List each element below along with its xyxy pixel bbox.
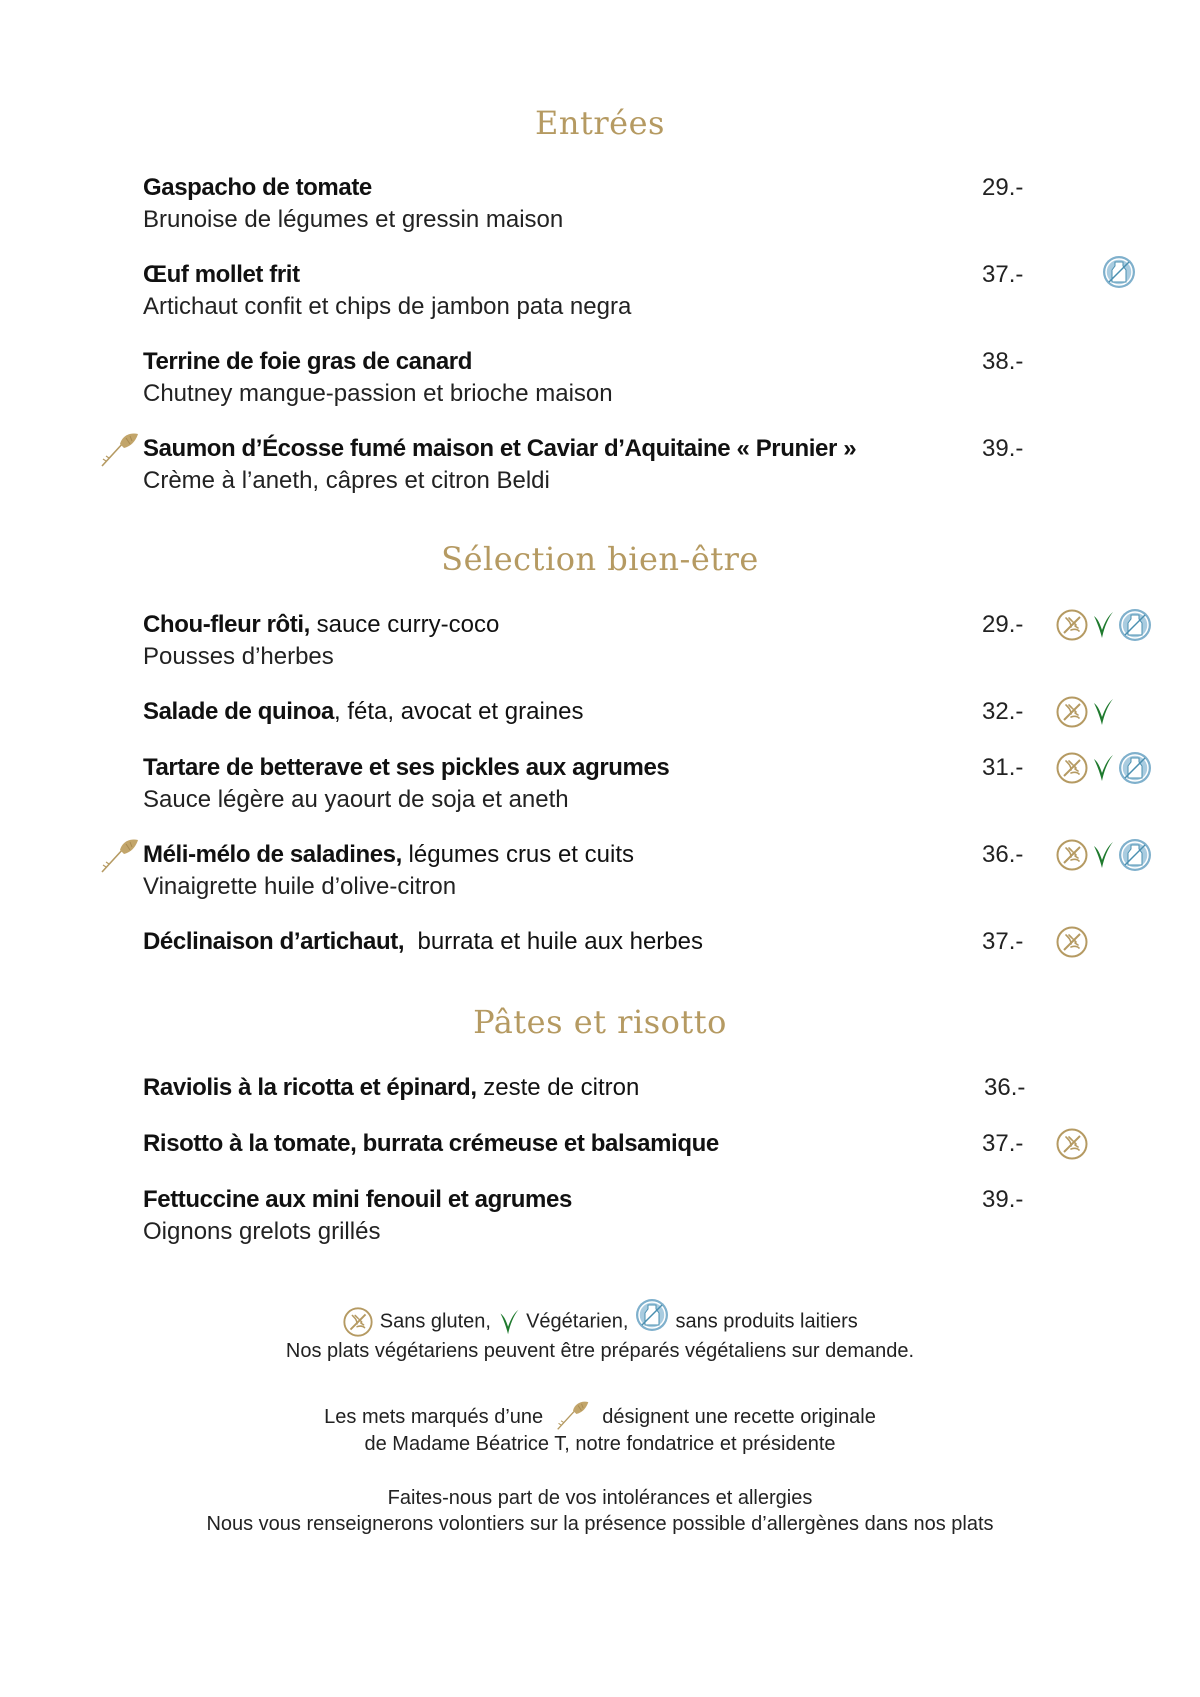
gluten-free-icon	[1055, 838, 1089, 872]
dish-price: 37.-	[982, 928, 1024, 955]
gluten-free-icon	[1055, 751, 1089, 785]
menu-item	[143, 172, 1143, 236]
dish-price: 32.-	[982, 698, 1024, 725]
dish-price: 37.-	[982, 1130, 1024, 1157]
dish-name: Chou-fleur rôti,	[143, 611, 310, 638]
menu-item	[143, 752, 1143, 816]
feather-legend-post: désignent une recette originale	[602, 1406, 876, 1428]
dish-price: 36.-	[984, 1074, 1026, 1101]
dish-price: 37.-	[982, 261, 1024, 288]
legend-vegetarian: Végétarien,	[526, 1310, 629, 1333]
dish-extra: zeste de citron	[476, 1074, 640, 1101]
gluten-free-icon	[342, 1306, 374, 1338]
dish-name: Tartare de betterave et ses pickles aux agrumes	[143, 754, 670, 781]
menu-item	[143, 696, 1143, 728]
dairy-free-icon	[1117, 837, 1153, 873]
dish-extra: , féta, avocat et graines	[333, 698, 584, 725]
dish-price: 39.-	[982, 435, 1024, 462]
badges	[1055, 838, 1153, 872]
badges	[1055, 925, 1089, 959]
vegetarian-icon	[497, 1306, 521, 1338]
dairy-free-icon	[1101, 254, 1137, 290]
legend-dairy-free: sans produits laitiers	[675, 1310, 858, 1333]
allergy-line-1: Faites-nous part de vos intolérances et allergies	[387, 1487, 813, 1509]
allergy-line-2: Nous vous renseignerons volontiers sur la présence possible d’allergènes dans nos plats	[206, 1513, 994, 1535]
menu-item	[143, 926, 1143, 958]
badges	[1055, 695, 1115, 729]
menu-item	[143, 1072, 1143, 1104]
dish-name: Méli-mélo de saladines,	[143, 841, 402, 868]
gluten-free-icon	[1055, 608, 1089, 642]
dish-description: Pousses d’herbes	[143, 643, 334, 670]
feather-icon	[98, 428, 142, 468]
vegetarian-icon	[1091, 751, 1115, 785]
feather-icon	[553, 1397, 593, 1431]
dish-description: Oignons grelots grillés	[143, 1218, 381, 1245]
badges	[1101, 255, 1137, 289]
badges	[1055, 751, 1153, 785]
dairy-free-icon	[1117, 750, 1153, 786]
menu-item	[143, 839, 1143, 903]
dish-description: Artichaut confit et chips de jambon pata negra	[143, 293, 632, 320]
menu-item	[143, 609, 1143, 673]
legend-icons-line	[0, 1306, 1200, 1338]
dish-extra: légumes crus et cuits	[401, 841, 634, 868]
vegan-note: Nos plats végétariens peuvent être préparés végétaliens sur demande.	[285, 1340, 915, 1362]
legend-gluten-free: Sans gluten,	[379, 1310, 491, 1333]
dish-name: Salade de quinoa	[143, 698, 334, 725]
section-title-entrees: Entrées	[535, 104, 665, 142]
menu-item	[143, 1184, 1143, 1248]
dairy-free-icon	[1117, 607, 1153, 643]
vegetarian-icon	[1091, 695, 1115, 729]
dish-name: Terrine de foie gras de canard	[143, 348, 473, 375]
menu-item	[143, 1128, 1143, 1160]
dish-price: 36.-	[982, 841, 1024, 868]
dish-price: 38.-	[982, 348, 1024, 375]
dish-description: Vinaigrette huile d’olive-citron	[143, 873, 457, 900]
allergy-note	[0, 1485, 1200, 1537]
section-title-pates: Pâtes et risotto	[473, 1003, 727, 1041]
dish-extra: sauce curry-coco	[309, 611, 500, 638]
dish-extra: burrata et huile aux herbes	[404, 928, 703, 955]
menu-item	[143, 259, 1143, 323]
dish-name: Gaspacho de tomate	[143, 174, 372, 201]
dish-description: Crème à l’aneth, câpres et citron Beldi	[143, 467, 550, 494]
founder-line: de Madame Béatrice T, notre fondatrice et présidente	[364, 1432, 836, 1455]
legend	[0, 1306, 1200, 1364]
menu-item	[143, 433, 1143, 497]
dish-name: Fettuccine aux mini fenouil et agrumes	[143, 1186, 572, 1213]
feather-legend	[0, 1404, 1200, 1457]
badges	[1055, 608, 1153, 642]
badges	[1055, 1127, 1089, 1161]
dish-name: Déclinaison d’artichaut,	[143, 928, 405, 955]
gluten-free-icon	[1055, 695, 1089, 729]
dish-price: 39.-	[982, 1186, 1024, 1213]
vegetarian-icon	[1091, 608, 1115, 642]
gluten-free-icon	[1055, 1127, 1089, 1161]
dish-description: Brunoise de légumes et gressin maison	[143, 206, 564, 233]
dish-name: Saumon d’Écosse fumé maison et Caviar d’Aquitaine « Prunier »	[143, 435, 857, 462]
feather-legend-pre: Les mets marqués d’une	[324, 1406, 544, 1428]
dish-description: Chutney mangue-passion et brioche maison	[143, 380, 613, 407]
dairy-free-icon	[634, 1297, 670, 1333]
dish-name: Raviolis à la ricotta et épinard,	[143, 1074, 477, 1101]
gluten-free-icon	[1055, 925, 1089, 959]
dish-name: Risotto à la tomate, burrata crémeuse et balsamique	[143, 1130, 719, 1157]
dish-price: 29.-	[982, 611, 1024, 638]
vegetarian-icon	[1091, 838, 1115, 872]
feather-icon	[98, 834, 142, 874]
dish-price: 31.-	[982, 754, 1024, 781]
section-title-bien-etre: Sélection bien-être	[441, 540, 759, 578]
dish-description: Sauce légère au yaourt de soja et aneth	[143, 786, 569, 813]
menu-item	[143, 346, 1143, 410]
dish-name: Œuf mollet frit	[143, 261, 300, 288]
dish-price: 29.-	[982, 174, 1024, 201]
